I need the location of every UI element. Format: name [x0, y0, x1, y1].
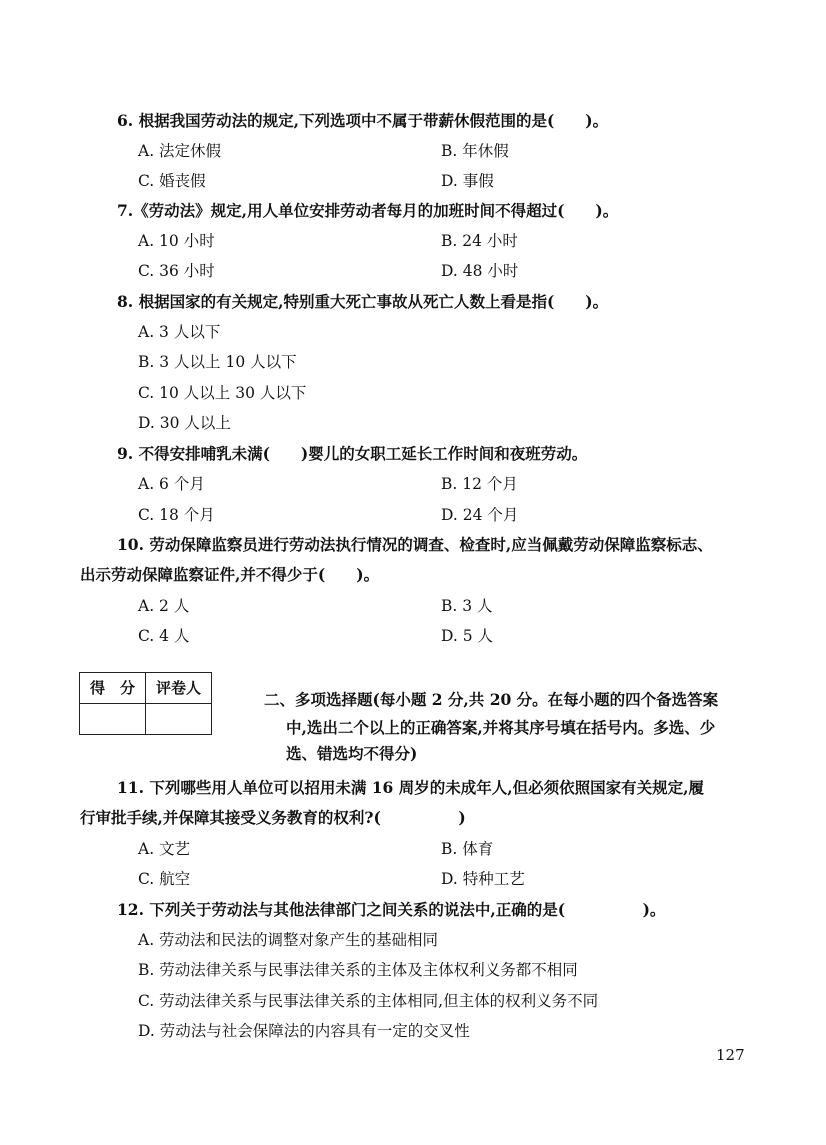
q11-option-c: C. 航空	[138, 870, 191, 888]
q6-option-d: D. 事假	[441, 172, 494, 190]
q7-option-b: B. 24 小时	[441, 232, 518, 250]
q6-option-c: C. 婚丧假	[138, 172, 206, 190]
q12-option-d: D. 劳动法与社会保障法的内容具有一定的交叉性	[138, 1022, 470, 1040]
question-7-stem: 7.《劳动法》规定,用人单位安排劳动者每月的加班时间不得超过( )。	[117, 201, 619, 220]
question-11-stem-line2: 行审批手续,并保障其接受义务教育的权利?( )	[80, 808, 466, 827]
question-10-stem-line1: 10. 劳动保障监察员进行劳动法执行情况的调查、检查时,应当佩戴劳动保障监察标志、	[117, 535, 713, 554]
question-8-stem: 8. 根据国家的有关规定,特别重大死亡事故从死亡人数上看是指( )。	[117, 292, 609, 311]
q7-option-a: A. 10 小时	[138, 232, 215, 250]
q9-option-d: D. 24 个月	[441, 506, 519, 524]
q10-option-b: B. 3 人	[441, 597, 493, 615]
score-header: 得 分	[89, 679, 135, 697]
page-number: 127	[716, 1046, 745, 1064]
q9-option-c: C. 18 个月	[138, 506, 215, 524]
q7-option-c: C. 36 小时	[138, 262, 215, 280]
section-2-line3: 选、错选均不得分)	[286, 744, 418, 763]
q6-option-a: A. 法定休假	[138, 142, 222, 160]
q11-option-b: B. 体育	[441, 840, 494, 858]
q10-option-d: D. 5 人	[441, 627, 494, 645]
q7-option-d: D. 48 小时	[441, 262, 519, 280]
q8-option-a: A. 3 人以下	[138, 323, 221, 341]
question-6-stem: 6. 根据我国劳动法的规定,下列选项中不属于带薪休假范围的是( )。	[117, 111, 609, 130]
q8-option-b: B. 3 人以上 10 人以下	[138, 353, 297, 371]
q10-option-a: A. 2 人	[138, 597, 190, 615]
grader-header: 评卷人	[155, 679, 201, 697]
score-box-rule	[80, 703, 211, 704]
q9-option-b: B. 12 个月	[441, 475, 518, 493]
question-9-stem: 9. 不得安排哺乳未满( )婴儿的女职工延长工作时间和夜班劳动。	[117, 444, 588, 463]
q12-option-b: B. 劳动法律关系与民事法律关系的主体及主体权利义务都不相同	[138, 961, 578, 979]
q9-option-a: A. 6 个月	[138, 475, 205, 493]
q12-option-c: C. 劳动法律关系与民事法律关系的主体相同,但主体的权利义务不同	[138, 992, 599, 1010]
section-2-line2: 中,选出二个以上的正确答案,并将其序号填在括号内。多选、少	[286, 718, 716, 737]
score-box	[79, 672, 212, 735]
question-10-stem-line2: 出示劳动保障监察证件,并不得少于( )。	[80, 565, 380, 584]
q11-option-a: A. 文艺	[138, 840, 191, 858]
question-11-stem-line1: 11. 下列哪些用人单位可以招用未满 16 周岁的未成年人,但必须依照国家有关规定,履	[117, 778, 705, 797]
q11-option-d: D. 特种工艺	[441, 870, 525, 888]
q8-option-d: D. 30 人以上	[138, 414, 231, 432]
q6-option-b: B. 年休假	[441, 142, 509, 160]
section-2-line1: 二、多项选择题(每小题 2 分,共 20 分。在每小题的四个备选答案	[264, 690, 719, 709]
q12-option-a: A. 劳动法和民法的调整对象产生的基础相同	[138, 931, 439, 949]
q10-option-c: C. 4 人	[138, 627, 190, 645]
question-12-stem: 12. 下列关于劳动法与其他法律部门之间关系的说法中,正确的是( )。	[117, 900, 666, 919]
q8-option-c: C. 10 人以上 30 人以下	[138, 384, 307, 402]
